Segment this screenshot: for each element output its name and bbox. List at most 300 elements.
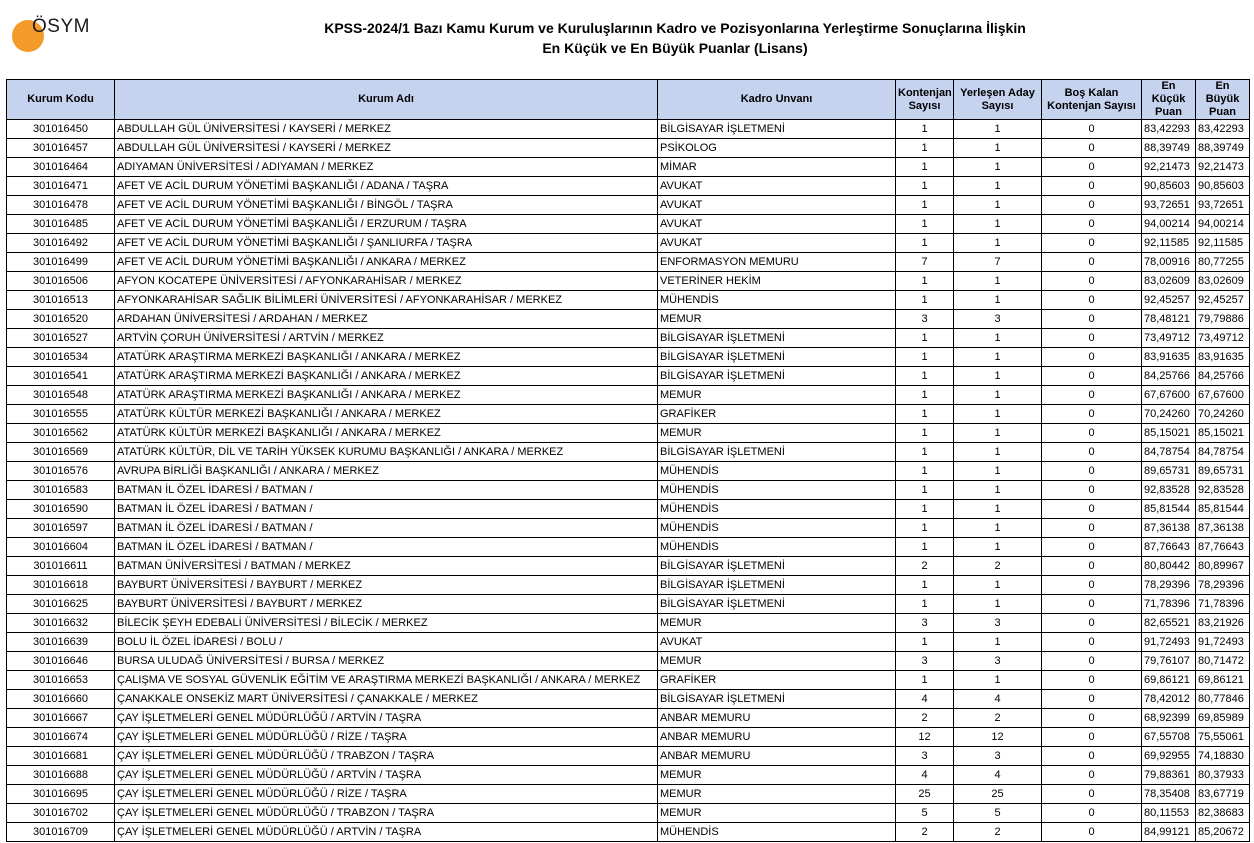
cell-kontenjan: 1 <box>896 633 954 652</box>
cell-yerlesen: 1 <box>954 519 1042 538</box>
cell-kadro-unvani: MÜHENDİS <box>658 291 896 310</box>
cell-kurum-adi: BATMAN İL ÖZEL İDARESİ / BATMAN / <box>115 500 658 519</box>
col-kurum-kodu: Kurum Kodu <box>7 80 115 120</box>
cell-kurum-adi: AFET VE ACİL DURUM YÖNETİMİ BAŞKANLIĞI / ERZURUM / TAŞRA <box>115 215 658 234</box>
table-row <box>7 785 1250 804</box>
cell-kurum-adi: AVRUPA BİRLİĞİ BAŞKANLIĞI / ANKARA / MERKEZ <box>115 462 658 481</box>
cell-en-buyuk: 90,85603 <box>1196 177 1250 196</box>
cell-kadro-unvani: AVUKAT <box>658 633 896 652</box>
cell-en-kucuk: 69,86121 <box>1142 671 1196 690</box>
cell-kadro-unvani: BİLGİSAYAR İŞLETMENİ <box>658 690 896 709</box>
cell-yerlesen: 1 <box>954 367 1042 386</box>
cell-kurum-kodu: 301016681 <box>7 747 115 766</box>
cell-en-buyuk: 83,91635 <box>1196 348 1250 367</box>
cell-yerlesen: 1 <box>954 120 1042 139</box>
cell-kadro-unvani: MÜHENDİS <box>658 462 896 481</box>
cell-en-kucuk: 78,00916 <box>1142 253 1196 272</box>
cell-kurum-adi: ÇAY İŞLETMELERİ GENEL MÜDÜRLÜĞÜ / TRABZON / TAŞRA <box>115 804 658 823</box>
cell-en-kucuk: 85,81544 <box>1142 500 1196 519</box>
cell-en-buyuk: 80,77255 <box>1196 253 1250 272</box>
cell-kadro-unvani: MEMUR <box>658 766 896 785</box>
cell-en-buyuk: 83,21926 <box>1196 614 1250 633</box>
cell-bos-kalan: 0 <box>1042 158 1142 177</box>
cell-bos-kalan: 0 <box>1042 367 1142 386</box>
cell-bos-kalan: 0 <box>1042 215 1142 234</box>
cell-kontenjan: 1 <box>896 177 954 196</box>
cell-en-kucuk: 69,92955 <box>1142 747 1196 766</box>
cell-en-kucuk: 84,25766 <box>1142 367 1196 386</box>
cell-yerlesen: 3 <box>954 614 1042 633</box>
cell-en-buyuk: 80,71472 <box>1196 652 1250 671</box>
cell-en-kucuk: 80,11553 <box>1142 804 1196 823</box>
cell-kontenjan: 1 <box>896 215 954 234</box>
cell-bos-kalan: 0 <box>1042 481 1142 500</box>
cell-yerlesen: 1 <box>954 291 1042 310</box>
cell-yerlesen: 1 <box>954 348 1042 367</box>
cell-yerlesen: 1 <box>954 462 1042 481</box>
cell-kurum-kodu: 301016485 <box>7 215 115 234</box>
cell-en-buyuk: 93,72651 <box>1196 196 1250 215</box>
cell-kurum-adi: ÇAY İŞLETMELERİ GENEL MÜDÜRLÜĞÜ / RİZE / TAŞRA <box>115 785 658 804</box>
cell-bos-kalan: 0 <box>1042 823 1142 842</box>
cell-kadro-unvani: ANBAR MEMURU <box>658 728 896 747</box>
cell-bos-kalan: 0 <box>1042 728 1142 747</box>
cell-kurum-kodu: 301016541 <box>7 367 115 386</box>
cell-kurum-adi: ATATÜRK KÜLTÜR MERKEZİ BAŞKANLIĞI / ANKARA / MERKEZ <box>115 405 658 424</box>
cell-kurum-kodu: 301016562 <box>7 424 115 443</box>
cell-kurum-kodu: 301016597 <box>7 519 115 538</box>
cell-en-kucuk: 91,72493 <box>1142 633 1196 652</box>
cell-kurum-kodu: 301016520 <box>7 310 115 329</box>
cell-en-kucuk: 84,99121 <box>1142 823 1196 842</box>
cell-en-buyuk: 78,29396 <box>1196 576 1250 595</box>
cell-bos-kalan: 0 <box>1042 652 1142 671</box>
cell-kontenjan: 1 <box>896 500 954 519</box>
cell-kadro-unvani: ANBAR MEMURU <box>658 709 896 728</box>
cell-kurum-adi: ATATÜRK KÜLTÜR, DİL VE TARİH YÜKSEK KURUMU BAŞKANLIĞI / ANKARA / MERKEZ <box>115 443 658 462</box>
cell-kontenjan: 1 <box>896 386 954 405</box>
cell-bos-kalan: 0 <box>1042 272 1142 291</box>
cell-en-kucuk: 92,45257 <box>1142 291 1196 310</box>
table-row <box>7 804 1250 823</box>
cell-kontenjan: 1 <box>896 158 954 177</box>
cell-yerlesen: 4 <box>954 766 1042 785</box>
cell-bos-kalan: 0 <box>1042 329 1142 348</box>
cell-bos-kalan: 0 <box>1042 120 1142 139</box>
cell-kontenjan: 1 <box>896 424 954 443</box>
table-row <box>7 728 1250 747</box>
cell-en-buyuk: 87,76643 <box>1196 538 1250 557</box>
cell-kadro-unvani: AVUKAT <box>658 177 896 196</box>
cell-yerlesen: 1 <box>954 177 1042 196</box>
cell-kadro-unvani: BİLGİSAYAR İŞLETMENİ <box>658 348 896 367</box>
cell-kadro-unvani: MEMUR <box>658 785 896 804</box>
table-row <box>7 481 1250 500</box>
cell-kontenjan: 1 <box>896 348 954 367</box>
cell-kontenjan: 1 <box>896 538 954 557</box>
cell-kurum-adi: BATMAN İL ÖZEL İDARESİ / BATMAN / <box>115 519 658 538</box>
cell-bos-kalan: 0 <box>1042 443 1142 462</box>
cell-kurum-adi: AFYONKARAHİSAR SAĞLIK BİLİMLERİ ÜNİVERSİTESİ / AFYONKARAHİSAR / MERKEZ <box>115 291 658 310</box>
cell-kurum-adi: ATATÜRK ARAŞTIRMA MERKEZİ BAŞKANLIĞI / ANKARA / MERKEZ <box>115 348 658 367</box>
cell-kadro-unvani: AVUKAT <box>658 215 896 234</box>
cell-bos-kalan: 0 <box>1042 671 1142 690</box>
cell-kurum-kodu: 301016457 <box>7 139 115 158</box>
col-en-kucuk: En Küçük Puan <box>1142 80 1196 120</box>
cell-yerlesen: 3 <box>954 747 1042 766</box>
cell-kontenjan: 3 <box>896 747 954 766</box>
cell-kurum-adi: ADIYAMAN ÜNİVERSİTESİ / ADIYAMAN / MERKEZ <box>115 158 658 177</box>
cell-bos-kalan: 0 <box>1042 139 1142 158</box>
cell-en-kucuk: 68,92399 <box>1142 709 1196 728</box>
cell-kurum-kodu: 301016646 <box>7 652 115 671</box>
cell-kontenjan: 4 <box>896 690 954 709</box>
cell-kadro-unvani: AVUKAT <box>658 234 896 253</box>
cell-kontenjan: 1 <box>896 595 954 614</box>
cell-en-kucuk: 78,35408 <box>1142 785 1196 804</box>
cell-kontenjan: 1 <box>896 367 954 386</box>
cell-kontenjan: 1 <box>896 443 954 462</box>
cell-en-kucuk: 88,39749 <box>1142 139 1196 158</box>
cell-kurum-adi: AFET VE ACİL DURUM YÖNETİMİ BAŞKANLIĞI / ŞANLIURFA / TAŞRA <box>115 234 658 253</box>
cell-en-buyuk: 92,11585 <box>1196 234 1250 253</box>
cell-en-kucuk: 79,88361 <box>1142 766 1196 785</box>
cell-en-kucuk: 85,15021 <box>1142 424 1196 443</box>
page-title <box>250 18 1100 58</box>
cell-bos-kalan: 0 <box>1042 633 1142 652</box>
cell-en-kucuk: 83,91635 <box>1142 348 1196 367</box>
cell-en-buyuk: 84,25766 <box>1196 367 1250 386</box>
cell-yerlesen: 5 <box>954 804 1042 823</box>
cell-kurum-adi: BATMAN İL ÖZEL İDARESİ / BATMAN / <box>115 481 658 500</box>
table-row <box>7 196 1250 215</box>
cell-en-kucuk: 73,49712 <box>1142 329 1196 348</box>
cell-yerlesen: 1 <box>954 215 1042 234</box>
cell-en-kucuk: 70,24260 <box>1142 405 1196 424</box>
cell-bos-kalan: 0 <box>1042 234 1142 253</box>
cell-kurum-adi: AFYON KOCATEPE ÜNİVERSİTESİ / AFYONKARAHİSAR / MERKEZ <box>115 272 658 291</box>
cell-kontenjan: 4 <box>896 766 954 785</box>
cell-kurum-kodu: 301016590 <box>7 500 115 519</box>
cell-kurum-kodu: 301016618 <box>7 576 115 595</box>
cell-yerlesen: 1 <box>954 443 1042 462</box>
table-row <box>7 500 1250 519</box>
table-row <box>7 272 1250 291</box>
table-row <box>7 614 1250 633</box>
cell-en-buyuk: 85,15021 <box>1196 424 1250 443</box>
table-row <box>7 633 1250 652</box>
table-row <box>7 348 1250 367</box>
cell-yerlesen: 3 <box>954 310 1042 329</box>
cell-en-buyuk: 74,18830 <box>1196 747 1250 766</box>
cell-kurum-kodu: 301016471 <box>7 177 115 196</box>
table-row <box>7 158 1250 177</box>
col-bos-kalan: Boş Kalan Kontenjan Sayısı <box>1042 80 1142 120</box>
table-row <box>7 120 1250 139</box>
cell-bos-kalan: 0 <box>1042 614 1142 633</box>
cell-en-kucuk: 92,21473 <box>1142 158 1196 177</box>
cell-kontenjan: 1 <box>896 671 954 690</box>
table-row <box>7 557 1250 576</box>
cell-kurum-adi: AFET VE ACİL DURUM YÖNETİMİ BAŞKANLIĞI / BİNGÖL / TAŞRA <box>115 196 658 215</box>
results-table <box>6 79 1250 842</box>
cell-bos-kalan: 0 <box>1042 785 1142 804</box>
cell-kontenjan: 1 <box>896 272 954 291</box>
cell-kurum-kodu: 301016534 <box>7 348 115 367</box>
cell-en-kucuk: 71,78396 <box>1142 595 1196 614</box>
cell-bos-kalan: 0 <box>1042 595 1142 614</box>
cell-kurum-adi: ATATÜRK ARAŞTIRMA MERKEZİ BAŞKANLIĞI / ANKARA / MERKEZ <box>115 386 658 405</box>
cell-kurum-kodu: 301016604 <box>7 538 115 557</box>
cell-kurum-adi: ÇAY İŞLETMELERİ GENEL MÜDÜRLÜĞÜ / ARTVİN / TAŞRA <box>115 709 658 728</box>
cell-kurum-adi: BAYBURT ÜNİVERSİTESİ / BAYBURT / MERKEZ <box>115 595 658 614</box>
cell-kurum-adi: ÇAY İŞLETMELERİ GENEL MÜDÜRLÜĞÜ / RİZE / TAŞRA <box>115 728 658 747</box>
cell-kadro-unvani: MEMUR <box>658 652 896 671</box>
cell-kontenjan: 1 <box>896 139 954 158</box>
cell-en-buyuk: 83,42293 <box>1196 120 1250 139</box>
cell-kurum-adi: BATMAN İL ÖZEL İDARESİ / BATMAN / <box>115 538 658 557</box>
cell-en-buyuk: 92,45257 <box>1196 291 1250 310</box>
cell-kadro-unvani: VETERİNER HEKİM <box>658 272 896 291</box>
cell-yerlesen: 7 <box>954 253 1042 272</box>
cell-kurum-kodu: 301016660 <box>7 690 115 709</box>
cell-en-buyuk: 92,83528 <box>1196 481 1250 500</box>
cell-kurum-kodu: 301016611 <box>7 557 115 576</box>
cell-kadro-unvani: GRAFİKER <box>658 405 896 424</box>
table-row <box>7 823 1250 842</box>
cell-en-kucuk: 84,78754 <box>1142 443 1196 462</box>
cell-kurum-adi: BİLECİK ŞEYH EDEBALİ ÜNİVERSİTESİ / BİLECİK / MERKEZ <box>115 614 658 633</box>
cell-bos-kalan: 0 <box>1042 424 1142 443</box>
cell-kadro-unvani: MEMUR <box>658 310 896 329</box>
cell-kurum-kodu: 301016548 <box>7 386 115 405</box>
cell-kadro-unvani: ENFORMASYON MEMURU <box>658 253 896 272</box>
cell-bos-kalan: 0 <box>1042 538 1142 557</box>
table-row <box>7 709 1250 728</box>
table-row <box>7 462 1250 481</box>
cell-en-buyuk: 71,78396 <box>1196 595 1250 614</box>
cell-bos-kalan: 0 <box>1042 804 1142 823</box>
cell-yerlesen: 12 <box>954 728 1042 747</box>
cell-yerlesen: 1 <box>954 329 1042 348</box>
cell-kurum-kodu: 301016450 <box>7 120 115 139</box>
cell-kontenjan: 3 <box>896 614 954 633</box>
table-row <box>7 291 1250 310</box>
cell-kurum-adi: BOLU İL ÖZEL İDARESİ / BOLU / <box>115 633 658 652</box>
cell-kontenjan: 12 <box>896 728 954 747</box>
cell-kurum-kodu: 301016527 <box>7 329 115 348</box>
cell-yerlesen: 1 <box>954 272 1042 291</box>
cell-kurum-kodu: 301016492 <box>7 234 115 253</box>
cell-bos-kalan: 0 <box>1042 462 1142 481</box>
col-kadro-unvani: Kadro Unvanı <box>658 80 896 120</box>
cell-kurum-kodu: 301016513 <box>7 291 115 310</box>
cell-en-buyuk: 83,67719 <box>1196 785 1250 804</box>
cell-bos-kalan: 0 <box>1042 291 1142 310</box>
col-kontenjan: Kontenjan Sayısı <box>896 80 954 120</box>
cell-kurum-adi: BAYBURT ÜNİVERSİTESİ / BAYBURT / MERKEZ <box>115 576 658 595</box>
cell-kurum-kodu: 301016632 <box>7 614 115 633</box>
cell-kadro-unvani: MEMUR <box>658 804 896 823</box>
table-row <box>7 310 1250 329</box>
cell-en-kucuk: 67,55708 <box>1142 728 1196 747</box>
table-row <box>7 253 1250 272</box>
cell-bos-kalan: 0 <box>1042 500 1142 519</box>
cell-kurum-kodu: 301016625 <box>7 595 115 614</box>
cell-kurum-kodu: 301016576 <box>7 462 115 481</box>
cell-yerlesen: 1 <box>954 139 1042 158</box>
cell-kontenjan: 1 <box>896 405 954 424</box>
cell-yerlesen: 2 <box>954 823 1042 842</box>
cell-kadro-unvani: GRAFİKER <box>658 671 896 690</box>
cell-kontenjan: 25 <box>896 785 954 804</box>
cell-kontenjan: 1 <box>896 291 954 310</box>
cell-bos-kalan: 0 <box>1042 747 1142 766</box>
cell-kurum-kodu: 301016555 <box>7 405 115 424</box>
cell-kontenjan: 2 <box>896 709 954 728</box>
table-row <box>7 177 1250 196</box>
cell-bos-kalan: 0 <box>1042 253 1142 272</box>
cell-kadro-unvani: MEMUR <box>658 424 896 443</box>
cell-bos-kalan: 0 <box>1042 766 1142 785</box>
cell-kontenjan: 1 <box>896 196 954 215</box>
cell-kadro-unvani: BİLGİSAYAR İŞLETMENİ <box>658 595 896 614</box>
cell-en-buyuk: 82,38683 <box>1196 804 1250 823</box>
cell-kadro-unvani: MÜHENDİS <box>658 500 896 519</box>
cell-kadro-unvani: BİLGİSAYAR İŞLETMENİ <box>658 557 896 576</box>
cell-kurum-kodu: 301016583 <box>7 481 115 500</box>
cell-en-buyuk: 69,86121 <box>1196 671 1250 690</box>
table-row <box>7 443 1250 462</box>
cell-bos-kalan: 0 <box>1042 348 1142 367</box>
table-row <box>7 424 1250 443</box>
table-row <box>7 690 1250 709</box>
cell-kadro-unvani: MÜHENDİS <box>658 481 896 500</box>
cell-bos-kalan: 0 <box>1042 576 1142 595</box>
cell-kurum-kodu: 301016709 <box>7 823 115 842</box>
cell-en-kucuk: 79,76107 <box>1142 652 1196 671</box>
col-en-buyuk: En Büyük Puan <box>1196 80 1250 120</box>
cell-en-buyuk: 89,65731 <box>1196 462 1250 481</box>
cell-kurum-adi: ÇAY İŞLETMELERİ GENEL MÜDÜRLÜĞÜ / ARTVİN / TAŞRA <box>115 823 658 842</box>
cell-en-kucuk: 90,85603 <box>1142 177 1196 196</box>
cell-kurum-adi: ÇAY İŞLETMELERİ GENEL MÜDÜRLÜĞÜ / TRABZON / TAŞRA <box>115 747 658 766</box>
cell-kontenjan: 1 <box>896 120 954 139</box>
cell-en-buyuk: 94,00214 <box>1196 215 1250 234</box>
cell-yerlesen: 1 <box>954 633 1042 652</box>
cell-kontenjan: 5 <box>896 804 954 823</box>
cell-kadro-unvani: PSİKOLOG <box>658 139 896 158</box>
cell-en-kucuk: 92,83528 <box>1142 481 1196 500</box>
cell-en-buyuk: 87,36138 <box>1196 519 1250 538</box>
cell-kadro-unvani: MEMUR <box>658 614 896 633</box>
cell-kurum-kodu: 301016667 <box>7 709 115 728</box>
cell-en-buyuk: 92,21473 <box>1196 158 1250 177</box>
cell-kadro-unvani: BİLGİSAYAR İŞLETMENİ <box>658 120 896 139</box>
cell-yerlesen: 1 <box>954 424 1042 443</box>
cell-en-kucuk: 80,80442 <box>1142 557 1196 576</box>
cell-kontenjan: 3 <box>896 652 954 671</box>
cell-yerlesen: 1 <box>954 538 1042 557</box>
cell-yerlesen: 1 <box>954 196 1042 215</box>
cell-en-kucuk: 83,02609 <box>1142 272 1196 291</box>
table-row <box>7 595 1250 614</box>
cell-kurum-adi: AFET VE ACİL DURUM YÖNETİMİ BAŞKANLIĞI / ANKARA / MERKEZ <box>115 253 658 272</box>
cell-yerlesen: 1 <box>954 405 1042 424</box>
cell-kurum-adi: ÇALIŞMA VE SOSYAL GÜVENLİK EĞİTİM VE ARAŞTIRMA MERKEZİ BAŞKANLIĞI / ANKARA / MERKEZ <box>115 671 658 690</box>
cell-en-kucuk: 87,36138 <box>1142 519 1196 538</box>
cell-yerlesen: 1 <box>954 576 1042 595</box>
table-row <box>7 766 1250 785</box>
cell-kontenjan: 2 <box>896 557 954 576</box>
cell-kadro-unvani: BİLGİSAYAR İŞLETMENİ <box>658 329 896 348</box>
cell-kadro-unvani: MEMUR <box>658 386 896 405</box>
cell-kurum-kodu: 301016478 <box>7 196 115 215</box>
cell-en-buyuk: 75,55061 <box>1196 728 1250 747</box>
table-row <box>7 576 1250 595</box>
cell-kurum-adi: ÇANAKKALE ONSEKİZ MART ÜNİVERSİTESİ / ÇANAKKALE / MERKEZ <box>115 690 658 709</box>
table-row <box>7 538 1250 557</box>
cell-kadro-unvani: ANBAR MEMURU <box>658 747 896 766</box>
cell-kontenjan: 1 <box>896 481 954 500</box>
cell-en-buyuk: 80,77846 <box>1196 690 1250 709</box>
cell-kontenjan: 2 <box>896 823 954 842</box>
cell-bos-kalan: 0 <box>1042 690 1142 709</box>
table-row <box>7 747 1250 766</box>
table-row <box>7 671 1250 690</box>
table-row <box>7 519 1250 538</box>
cell-en-buyuk: 69,85989 <box>1196 709 1250 728</box>
col-yerlesen: Yerleşen Aday Sayısı <box>954 80 1042 120</box>
cell-kontenjan: 1 <box>896 462 954 481</box>
cell-yerlesen: 25 <box>954 785 1042 804</box>
cell-en-buyuk: 67,67600 <box>1196 386 1250 405</box>
cell-en-kucuk: 87,76643 <box>1142 538 1196 557</box>
cell-kurum-kodu: 301016695 <box>7 785 115 804</box>
cell-yerlesen: 1 <box>954 671 1042 690</box>
cell-kurum-adi: ABDULLAH GÜL ÜNİVERSİTESİ / KAYSERİ / MERKEZ <box>115 139 658 158</box>
cell-en-buyuk: 73,49712 <box>1196 329 1250 348</box>
cell-bos-kalan: 0 <box>1042 386 1142 405</box>
cell-en-kucuk: 78,48121 <box>1142 310 1196 329</box>
cell-bos-kalan: 0 <box>1042 557 1142 576</box>
cell-kurum-adi: ARTVİN ÇORUH ÜNİVERSİTESİ / ARTVİN / MERKEZ <box>115 329 658 348</box>
table-row <box>7 139 1250 158</box>
cell-kurum-kodu: 301016674 <box>7 728 115 747</box>
cell-kurum-kodu: 301016653 <box>7 671 115 690</box>
title-line-2: En Küçük ve En Büyük Puanlar (Lisans) <box>542 40 808 56</box>
cell-en-kucuk: 93,72651 <box>1142 196 1196 215</box>
cell-kadro-unvani: MÜHENDİS <box>658 519 896 538</box>
cell-kurum-kodu: 301016569 <box>7 443 115 462</box>
logo-text: ÖSYM <box>32 16 90 37</box>
table-row <box>7 215 1250 234</box>
cell-en-kucuk: 78,42012 <box>1142 690 1196 709</box>
cell-yerlesen: 1 <box>954 386 1042 405</box>
cell-kontenjan: 1 <box>896 519 954 538</box>
cell-en-kucuk: 94,00214 <box>1142 215 1196 234</box>
cell-yerlesen: 2 <box>954 557 1042 576</box>
cell-yerlesen: 1 <box>954 481 1042 500</box>
cell-kadro-unvani: BİLGİSAYAR İŞLETMENİ <box>658 576 896 595</box>
cell-kadro-unvani: BİLGİSAYAR İŞLETMENİ <box>658 367 896 386</box>
cell-en-buyuk: 79,79886 <box>1196 310 1250 329</box>
cell-kadro-unvani: BİLGİSAYAR İŞLETMENİ <box>658 443 896 462</box>
table-row <box>7 367 1250 386</box>
cell-kontenjan: 1 <box>896 329 954 348</box>
cell-en-buyuk: 80,89967 <box>1196 557 1250 576</box>
cell-yerlesen: 1 <box>954 158 1042 177</box>
